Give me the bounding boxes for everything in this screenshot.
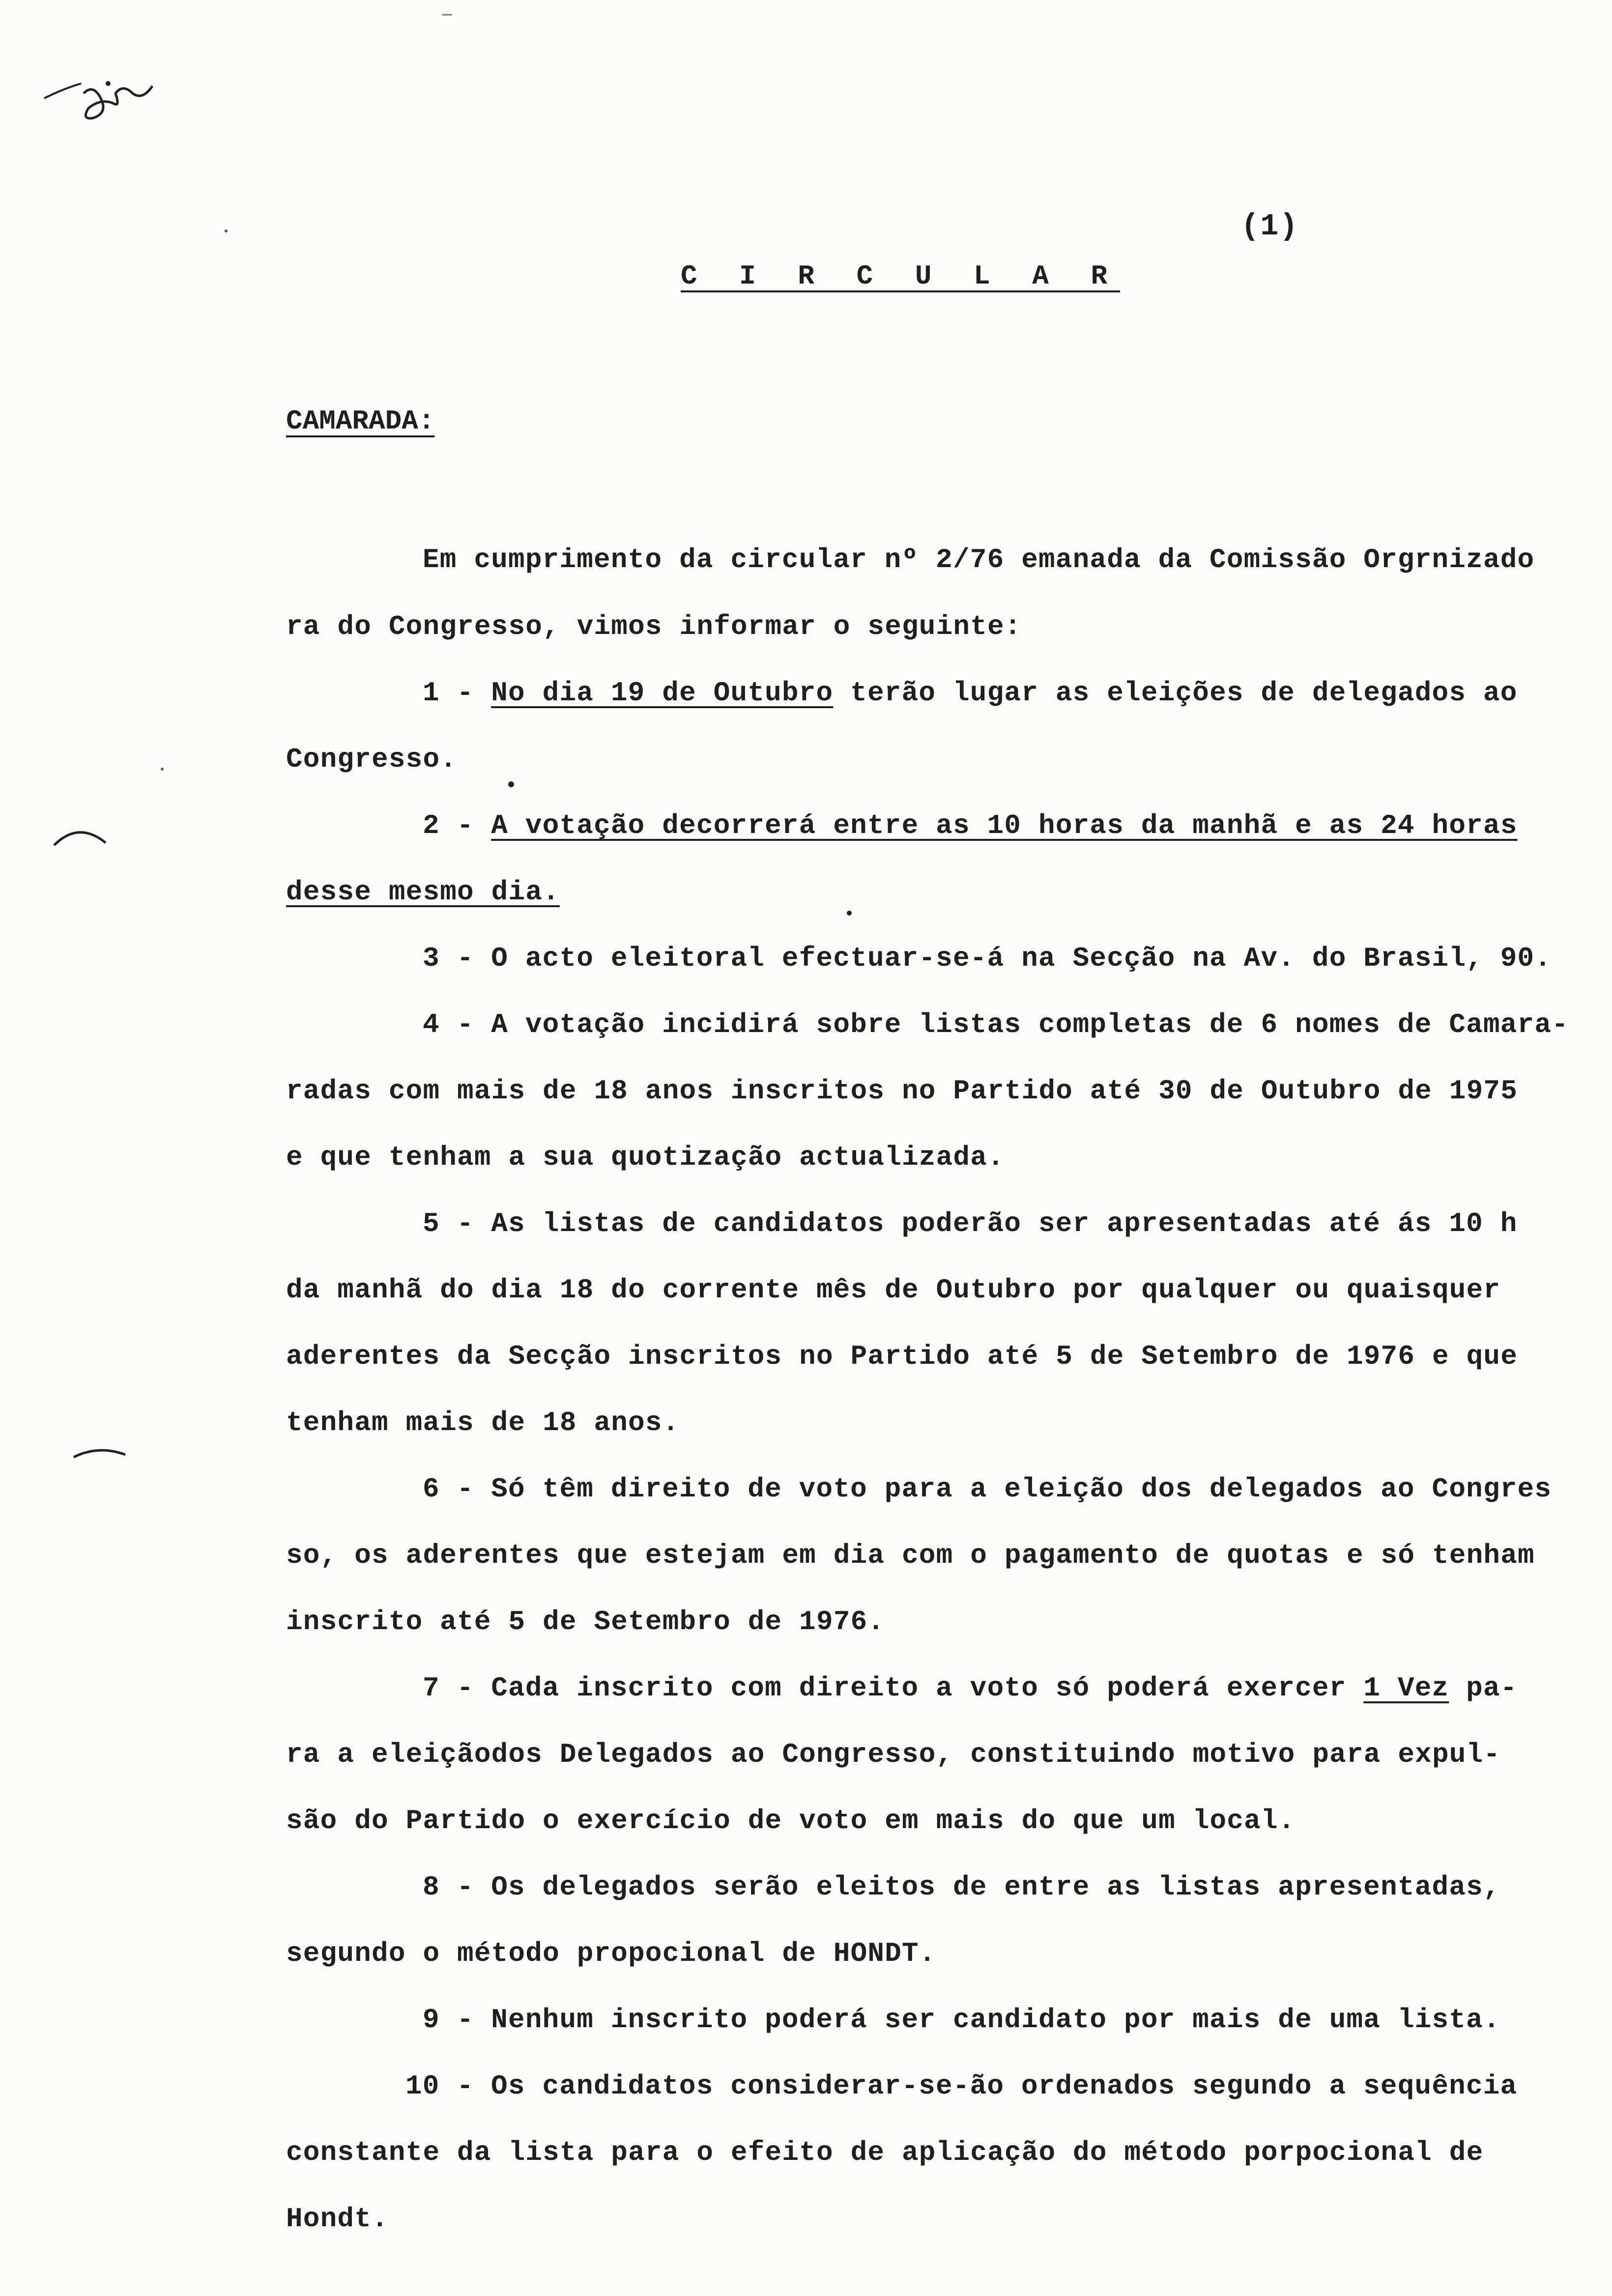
item-2-number: 2 - <box>423 810 491 841</box>
body-line: so, os aderentes que estejam em dia com o pagamento de quotas e só tenham <box>286 1540 1535 1571</box>
body-line: segundo o método propocional de HONDT. <box>286 1938 936 1969</box>
body-line: 3 - O acto eleitoral efectuar-se-á na Secção na Av. do Brasil, 90. <box>423 943 1552 974</box>
item-1-number: 1 - <box>423 677 491 709</box>
item-2-underlined: A votação decorrerá entre as 10 horas da manhã e as 24 horas <box>491 810 1518 841</box>
body-line: Congresso. <box>286 744 458 775</box>
body-line: 10 - Os candidatos considerar-se-ão ordenados segundo a sequência <box>405 2070 1518 2102</box>
body-line: 8 - Os delegados serão eleitos de entre as listas apresentadas, <box>423 1871 1500 1903</box>
body-line: da manhã do dia 18 do corrente mês de Outubro por qualquer ou quaisquer <box>286 1274 1501 1306</box>
item-1-line-1 <box>423 676 1518 710</box>
page-number: (1) <box>1241 209 1299 244</box>
body-line: Hondt. <box>286 2203 389 2235</box>
document-title: C I R C U L A R <box>681 260 1121 292</box>
body-line: radas com mais de 18 anos inscritos no Partido até 30 de Outubro de 1975 <box>286 1075 1518 1107</box>
body-line: inscrito até 5 de Setembro de 1976. <box>286 1606 885 1637</box>
item-7-text-b: pa- <box>1449 1672 1518 1704</box>
body-line: são do Partido o exercício de voto em mais do que um local. <box>286 1805 1295 1837</box>
body-line: 4 - A votação incidirá sobre listas completas de 6 nomes de Camara- <box>423 1009 1569 1040</box>
body-line: ra do Congresso, vimos informar o seguinte: <box>286 611 1022 642</box>
item-2-underlined-end: desse mesmo dia. <box>286 876 560 908</box>
item-1-underlined: No dia 19 de Outubro <box>491 677 834 709</box>
handwritten-annotation <box>34 64 162 143</box>
body-line: ra a eleiçãodos Delegados ao Congresso, constituindo motivo para expul- <box>286 1739 1501 1770</box>
item-7-underlined: 1 Vez <box>1363 1672 1449 1704</box>
item-1-rest: terão lugar as eleições de delegados ao <box>833 677 1518 709</box>
body-line: 6 - Só têm direito de voto para a eleição dos delegados ao Congres <box>423 1473 1552 1505</box>
body-line: 9 - Nenhum inscrito poderá ser candidato por mais de uma lista. <box>423 2004 1500 2036</box>
body-line: 5 - As listas de candidatos poderão ser apresentadas até ás 10 h <box>423 1208 1518 1239</box>
body-line: e que tenham a sua quotização actualizada. <box>286 1142 1005 1173</box>
body-line: constante da lista para o efeito de aplicação do método porpocional de <box>286 2137 1484 2168</box>
body-line: tenham mais de 18 anos. <box>286 1407 680 1438</box>
item-2-line-1 <box>423 808 1518 843</box>
body-line: Em cumprimento da circular nº 2/76 emanada da Comissão Orgrnizado <box>423 544 1535 575</box>
item-7-line-1 <box>423 1671 1518 1705</box>
body-line: aderentes da Secção inscritos no Partido até 5 de Setembro de 1976 e que <box>286 1341 1518 1372</box>
item-2-line-2 <box>286 875 560 909</box>
item-7-text-a: 7 - Cada inscrito com direito a voto só poderá exercer <box>423 1672 1364 1704</box>
salutation: CAMARADA: <box>286 405 435 437</box>
